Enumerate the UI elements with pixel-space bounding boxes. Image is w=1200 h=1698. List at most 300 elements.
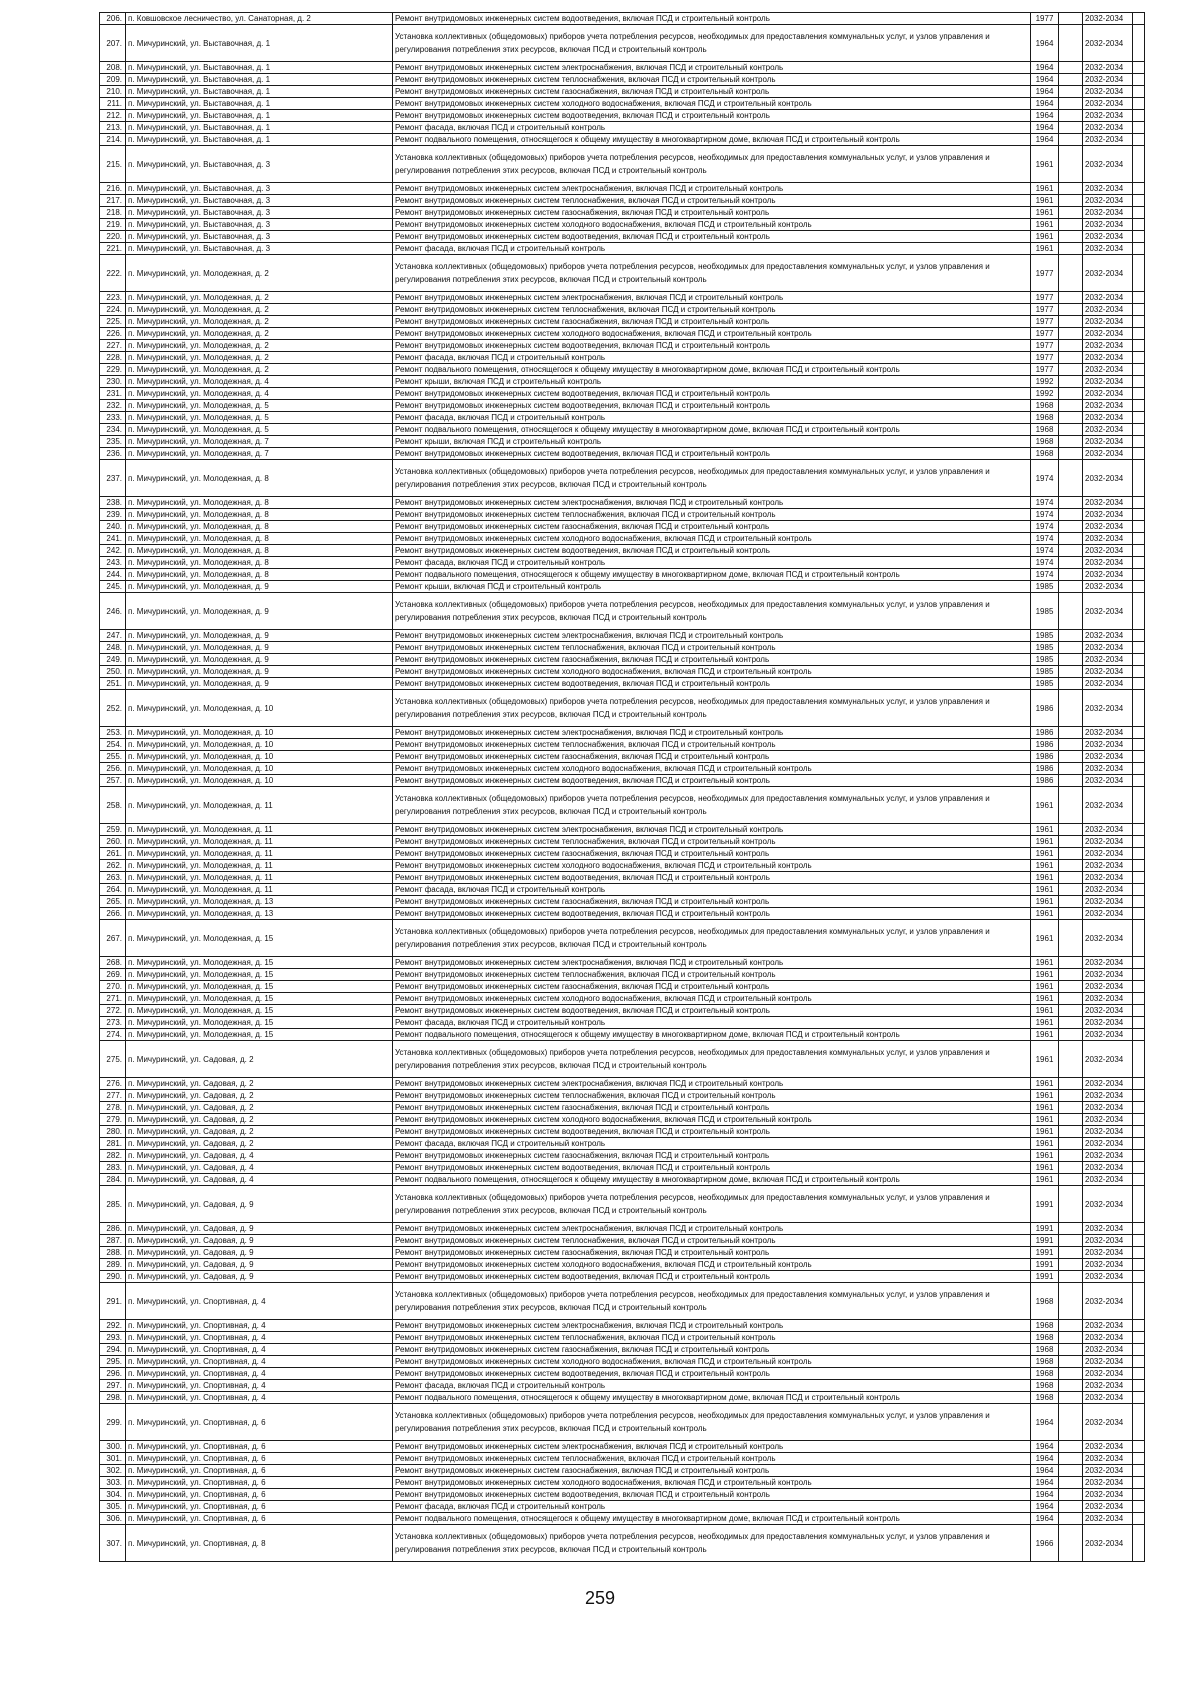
work-type-cell: Ремонт фасада, включая ПСД и строительный контроль: [393, 1017, 1031, 1029]
empty-cell: [1059, 1223, 1083, 1235]
empty-cell: [1059, 207, 1083, 219]
table-row: [100, 1392, 1145, 1404]
table-row: [100, 412, 1145, 424]
period-cell: 2032-2034: [1083, 509, 1133, 521]
period-cell: 2032-2034: [1083, 376, 1133, 388]
repair-schedule-table: [99, 12, 1145, 1562]
period-cell: 2032-2034: [1083, 1320, 1133, 1332]
period-cell: 2032-2034: [1083, 436, 1133, 448]
empty-cell: [1059, 110, 1083, 122]
address-cell: п. Мичуринский, ул. Молодежная, д. 9: [126, 666, 393, 678]
period-cell: 2032-2034: [1083, 1102, 1133, 1114]
row-number: 264.: [100, 884, 126, 896]
work-type-cell: Установка коллективных (общедомовых) приборов учета потребления ресурсов, необходимых для предоставления коммунальных услуг, и узлов управления и регулирования потребления этих ресурсов, включая ПСД и строительный контроль: [393, 460, 1031, 497]
empty-cell: [1059, 74, 1083, 86]
period-cell: 2032-2034: [1083, 872, 1133, 884]
period-cell: 2032-2034: [1083, 993, 1133, 1005]
empty-cell: [1133, 920, 1145, 957]
work-type-cell: Установка коллективных (общедомовых) приборов учета потребления ресурсов, необходимых для предоставления коммунальных услуг, и узлов управления и регулирования потребления этих ресурсов, включая ПСД и строительный контроль: [393, 25, 1031, 62]
row-number: 240.: [100, 521, 126, 533]
table-row: [100, 364, 1145, 376]
work-type-cell: Ремонт фасада, включая ПСД и строительный контроль: [393, 412, 1031, 424]
address-cell: п. Мичуринский, ул. Выставочная, д. 3: [126, 219, 393, 231]
table-row: [100, 690, 1145, 727]
address-cell: п. Мичуринский, ул. Молодежная, д. 11: [126, 872, 393, 884]
empty-cell: [1133, 630, 1145, 642]
address-cell: п. Мичуринский, ул. Выставочная, д. 1: [126, 86, 393, 98]
row-number: 273.: [100, 1017, 126, 1029]
build-year-cell: 1986: [1031, 775, 1059, 787]
row-number: 258.: [100, 787, 126, 824]
empty-cell: [1133, 775, 1145, 787]
period-cell: 2032-2034: [1083, 569, 1133, 581]
table-row: [100, 74, 1145, 86]
build-year-cell: 1961: [1031, 231, 1059, 243]
empty-cell: [1133, 388, 1145, 400]
empty-cell: [1133, 969, 1145, 981]
address-cell: п. Мичуринский, ул. Молодежная, д. 4: [126, 388, 393, 400]
table-row: [100, 787, 1145, 824]
row-number: 243.: [100, 557, 126, 569]
table-row: [100, 1186, 1145, 1223]
work-type-cell: Установка коллективных (общедомовых) приборов учета потребления ресурсов, необходимых для предоставления коммунальных услуг, и узлов управления и регулирования потребления этих ресурсов, включая ПСД и строительный контроль: [393, 255, 1031, 292]
build-year-cell: 1986: [1031, 739, 1059, 751]
table-row: [100, 1501, 1145, 1513]
build-year-cell: 1985: [1031, 630, 1059, 642]
address-cell: п. Мичуринский, ул. Садовая, д. 2: [126, 1126, 393, 1138]
address-cell: п. Мичуринский, ул. Молодежная, д. 10: [126, 727, 393, 739]
work-type-cell: Ремонт фасада, включая ПСД и строительный контроль: [393, 1138, 1031, 1150]
empty-cell: [1133, 400, 1145, 412]
empty-cell: [1059, 630, 1083, 642]
empty-cell: [1133, 545, 1145, 557]
empty-cell: [1133, 642, 1145, 654]
build-year-cell: 1964: [1031, 62, 1059, 74]
table-row: [100, 1271, 1145, 1283]
address-cell: п. Мичуринский, ул. Выставочная, д. 3: [126, 146, 393, 183]
row-number: 251.: [100, 678, 126, 690]
row-number: 274.: [100, 1029, 126, 1041]
period-cell: 2032-2034: [1083, 74, 1133, 86]
row-number: 304.: [100, 1489, 126, 1501]
table-row: [100, 207, 1145, 219]
build-year-cell: 1991: [1031, 1271, 1059, 1283]
empty-cell: [1059, 860, 1083, 872]
row-number: 242.: [100, 545, 126, 557]
empty-cell: [1059, 448, 1083, 460]
build-year-cell: 1974: [1031, 557, 1059, 569]
empty-cell: [1133, 848, 1145, 860]
work-type-cell: Ремонт внутридомовых инженерных систем теплоснабжения, включая ПСД и строительный контроль: [393, 642, 1031, 654]
row-number: 294.: [100, 1344, 126, 1356]
period-cell: 2032-2034: [1083, 1404, 1133, 1441]
address-cell: п. Мичуринский, ул. Садовая, д. 9: [126, 1271, 393, 1283]
build-year-cell: 1961: [1031, 920, 1059, 957]
row-number: 302.: [100, 1465, 126, 1477]
table-row: [100, 739, 1145, 751]
empty-cell: [1059, 1005, 1083, 1017]
table-row: [100, 195, 1145, 207]
table-row: [100, 1174, 1145, 1186]
build-year-cell: 1961: [1031, 1174, 1059, 1186]
address-cell: п. Мичуринский, ул. Садовая, д. 9: [126, 1259, 393, 1271]
row-number: 236.: [100, 448, 126, 460]
address-cell: п. Мичуринский, ул. Садовая, д. 2: [126, 1090, 393, 1102]
empty-cell: [1133, 1138, 1145, 1150]
build-year-cell: 1974: [1031, 533, 1059, 545]
address-cell: п. Мичуринский, ул. Садовая, д. 4: [126, 1162, 393, 1174]
row-number: 292.: [100, 1320, 126, 1332]
empty-cell: [1059, 1174, 1083, 1186]
build-year-cell: 1964: [1031, 1489, 1059, 1501]
table-row: [100, 1247, 1145, 1259]
empty-cell: [1133, 690, 1145, 727]
row-number: 259.: [100, 824, 126, 836]
empty-cell: [1059, 739, 1083, 751]
address-cell: п. Мичуринский, ул. Молодежная, д. 7: [126, 436, 393, 448]
build-year-cell: 1974: [1031, 569, 1059, 581]
empty-cell: [1133, 316, 1145, 328]
empty-cell: [1059, 25, 1083, 62]
empty-cell: [1133, 557, 1145, 569]
address-cell: п. Мичуринский, ул. Молодежная, д. 8: [126, 569, 393, 581]
build-year-cell: 1961: [1031, 1029, 1059, 1041]
table-row: [100, 775, 1145, 787]
table-row: [100, 388, 1145, 400]
address-cell: п. Мичуринский, ул. Молодежная, д. 5: [126, 400, 393, 412]
period-cell: 2032-2034: [1083, 1501, 1133, 1513]
address-cell: п. Мичуринский, ул. Молодежная, д. 15: [126, 981, 393, 993]
period-cell: 2032-2034: [1083, 1005, 1133, 1017]
empty-cell: [1059, 364, 1083, 376]
empty-cell: [1059, 424, 1083, 436]
empty-cell: [1133, 957, 1145, 969]
period-cell: 2032-2034: [1083, 1235, 1133, 1247]
build-year-cell: 1961: [1031, 969, 1059, 981]
build-year-cell: 1961: [1031, 1078, 1059, 1090]
period-cell: 2032-2034: [1083, 593, 1133, 630]
table-row: [100, 1078, 1145, 1090]
row-number: 275.: [100, 1041, 126, 1078]
build-year-cell: 1961: [1031, 836, 1059, 848]
period-cell: 2032-2034: [1083, 1150, 1133, 1162]
build-year-cell: 1985: [1031, 642, 1059, 654]
empty-cell: [1059, 642, 1083, 654]
address-cell: п. Мичуринский, ул. Спортивная, д. 4: [126, 1380, 393, 1392]
address-cell: п. Мичуринский, ул. Спортивная, д. 6: [126, 1501, 393, 1513]
empty-cell: [1059, 920, 1083, 957]
row-number: 233.: [100, 412, 126, 424]
period-cell: 2032-2034: [1083, 146, 1133, 183]
row-number: 296.: [100, 1368, 126, 1380]
empty-cell: [1059, 304, 1083, 316]
work-type-cell: Ремонт внутридомовых инженерных систем водоотведения, включая ПСД и строительный контроль: [393, 231, 1031, 243]
row-number: 281.: [100, 1138, 126, 1150]
period-cell: 2032-2034: [1083, 122, 1133, 134]
row-number: 248.: [100, 642, 126, 654]
row-number: 209.: [100, 74, 126, 86]
address-cell: п. Мичуринский, ул. Молодежная, д. 11: [126, 824, 393, 836]
row-number: 285.: [100, 1186, 126, 1223]
work-type-cell: Ремонт крыши, включая ПСД и строительный контроль: [393, 581, 1031, 593]
row-number: 212.: [100, 110, 126, 122]
empty-cell: [1059, 981, 1083, 993]
build-year-cell: 1964: [1031, 1404, 1059, 1441]
build-year-cell: 1966: [1031, 1525, 1059, 1562]
row-number: 250.: [100, 666, 126, 678]
table-row: [100, 25, 1145, 62]
empty-cell: [1133, 424, 1145, 436]
table-row: [100, 376, 1145, 388]
build-year-cell: 1961: [1031, 872, 1059, 884]
empty-cell: [1133, 1174, 1145, 1186]
address-cell: п. Мичуринский, ул. Молодежная, д. 10: [126, 739, 393, 751]
work-type-cell: Ремонт внутридомовых инженерных систем газоснабжения, включая ПСД и строительный контроль: [393, 896, 1031, 908]
empty-cell: [1133, 1247, 1145, 1259]
row-number: 263.: [100, 872, 126, 884]
address-cell: п. Мичуринский, ул. Молодежная, д. 15: [126, 1005, 393, 1017]
work-type-cell: Ремонт внутридомовых инженерных систем водоотведения, включая ПСД и строительный контроль: [393, 872, 1031, 884]
row-number: 305.: [100, 1501, 126, 1513]
build-year-cell: 1961: [1031, 896, 1059, 908]
empty-cell: [1059, 1465, 1083, 1477]
build-year-cell: 1968: [1031, 448, 1059, 460]
build-year-cell: 1968: [1031, 1392, 1059, 1404]
empty-cell: [1133, 364, 1145, 376]
build-year-cell: 1992: [1031, 376, 1059, 388]
row-number: 277.: [100, 1090, 126, 1102]
empty-cell: [1059, 896, 1083, 908]
build-year-cell: 1968: [1031, 1368, 1059, 1380]
work-type-cell: Установка коллективных (общедомовых) приборов учета потребления ресурсов, необходимых для предоставления коммунальных услуг, и узлов управления и регулирования потребления этих ресурсов, включая ПСД и строительный контроль: [393, 690, 1031, 727]
table-row: [100, 969, 1145, 981]
build-year-cell: 1964: [1031, 86, 1059, 98]
period-cell: 2032-2034: [1083, 231, 1133, 243]
empty-cell: [1059, 1247, 1083, 1259]
empty-cell: [1059, 1041, 1083, 1078]
empty-cell: [1133, 1453, 1145, 1465]
period-cell: 2032-2034: [1083, 25, 1133, 62]
work-type-cell: Ремонт крыши, включая ПСД и строительный контроль: [393, 436, 1031, 448]
empty-cell: [1059, 751, 1083, 763]
empty-cell: [1059, 412, 1083, 424]
build-year-cell: 1974: [1031, 460, 1059, 497]
work-type-cell: Ремонт внутридомовых инженерных систем теплоснабжения, включая ПСД и строительный контроль: [393, 1235, 1031, 1247]
empty-cell: [1133, 1223, 1145, 1235]
table-row: [100, 1005, 1145, 1017]
row-number: 307.: [100, 1525, 126, 1562]
empty-cell: [1133, 231, 1145, 243]
work-type-cell: Ремонт внутридомовых инженерных систем газоснабжения, включая ПСД и строительный контроль: [393, 848, 1031, 860]
row-number: 298.: [100, 1392, 126, 1404]
table-row: [100, 860, 1145, 872]
build-year-cell: 1977: [1031, 328, 1059, 340]
table-row: [100, 352, 1145, 364]
address-cell: п. Мичуринский, ул. Выставочная, д. 1: [126, 62, 393, 74]
period-cell: 2032-2034: [1083, 848, 1133, 860]
empty-cell: [1059, 13, 1083, 25]
address-cell: п. Мичуринский, ул. Молодежная, д. 11: [126, 860, 393, 872]
period-cell: 2032-2034: [1083, 1259, 1133, 1271]
table-row: [100, 1453, 1145, 1465]
build-year-cell: 1961: [1031, 884, 1059, 896]
empty-cell: [1133, 195, 1145, 207]
period-cell: 2032-2034: [1083, 98, 1133, 110]
work-type-cell: Ремонт внутридомовых инженерных систем холодного водоснабжения, включая ПСД и строительный контроль: [393, 98, 1031, 110]
row-number: 266.: [100, 908, 126, 920]
table-row: [100, 1344, 1145, 1356]
address-cell: п. Мичуринский, ул. Молодежная, д. 11: [126, 787, 393, 824]
empty-cell: [1059, 1356, 1083, 1368]
period-cell: 2032-2034: [1083, 183, 1133, 195]
work-type-cell: Ремонт фасада, включая ПСД и строительный контроль: [393, 243, 1031, 255]
build-year-cell: 1961: [1031, 243, 1059, 255]
work-type-cell: Ремонт внутридомовых инженерных систем водоотведения, включая ПСД и строительный контроль: [393, 1368, 1031, 1380]
table-row: [100, 1441, 1145, 1453]
work-type-cell: Ремонт внутридомовых инженерных систем газоснабжения, включая ПСД и строительный контроль: [393, 207, 1031, 219]
address-cell: п. Мичуринский, ул. Спортивная, д. 4: [126, 1332, 393, 1344]
empty-cell: [1059, 1320, 1083, 1332]
table-row: [100, 763, 1145, 775]
empty-cell: [1059, 352, 1083, 364]
work-type-cell: Ремонт внутридомовых инженерных систем электроснабжения, включая ПСД и строительный контроль: [393, 1223, 1031, 1235]
empty-cell: [1133, 497, 1145, 509]
row-number: 231.: [100, 388, 126, 400]
work-type-cell: Ремонт внутридомовых инженерных систем водоотведения, включая ПСД и строительный контроль: [393, 1489, 1031, 1501]
empty-cell: [1133, 292, 1145, 304]
work-type-cell: Ремонт внутридомовых инженерных систем водоотведения, включая ПСД и строительный контроль: [393, 1126, 1031, 1138]
address-cell: п. Мичуринский, ул. Садовая, д. 2: [126, 1114, 393, 1126]
empty-cell: [1059, 581, 1083, 593]
period-cell: 2032-2034: [1083, 207, 1133, 219]
row-number: 214.: [100, 134, 126, 146]
build-year-cell: 1977: [1031, 352, 1059, 364]
table-row: [100, 581, 1145, 593]
work-type-cell: Ремонт внутридомовых инженерных систем холодного водоснабжения, включая ПСД и строительный контроль: [393, 533, 1031, 545]
work-type-cell: Ремонт внутридомовых инженерных систем газоснабжения, включая ПСД и строительный контроль: [393, 654, 1031, 666]
address-cell: п. Мичуринский, ул. Спортивная, д. 6: [126, 1465, 393, 1477]
address-cell: п. Мичуринский, ул. Спортивная, д. 6: [126, 1489, 393, 1501]
row-number: 206.: [100, 13, 126, 25]
address-cell: п. Мичуринский, ул. Молодежная, д. 11: [126, 884, 393, 896]
build-year-cell: 1964: [1031, 122, 1059, 134]
work-type-cell: Ремонт подвального помещения, относящегося к общему имуществу в многоквартирном доме, включая ПСД и строительный контроль: [393, 1392, 1031, 1404]
address-cell: п. Мичуринский, ул. Спортивная, д. 4: [126, 1368, 393, 1380]
empty-cell: [1059, 195, 1083, 207]
build-year-cell: 1977: [1031, 304, 1059, 316]
work-type-cell: Ремонт внутридомовых инженерных систем газоснабжения, включая ПСД и строительный контроль: [393, 1150, 1031, 1162]
table-row: [100, 1114, 1145, 1126]
row-number: 306.: [100, 1513, 126, 1525]
empty-cell: [1059, 231, 1083, 243]
address-cell: п. Мичуринский, ул. Садовая, д. 4: [126, 1150, 393, 1162]
empty-cell: [1133, 110, 1145, 122]
empty-cell: [1059, 1078, 1083, 1090]
empty-cell: [1133, 836, 1145, 848]
row-number: 284.: [100, 1174, 126, 1186]
row-number: 255.: [100, 751, 126, 763]
address-cell: п. Мичуринский, ул. Молодежная, д. 15: [126, 1029, 393, 1041]
table-row: [100, 557, 1145, 569]
empty-cell: [1133, 1005, 1145, 1017]
table-row: [100, 1041, 1145, 1078]
address-cell: п. Мичуринский, ул. Садовая, д. 2: [126, 1138, 393, 1150]
period-cell: 2032-2034: [1083, 412, 1133, 424]
empty-cell: [1059, 836, 1083, 848]
table-row: [100, 328, 1145, 340]
work-type-cell: Ремонт внутридомовых инженерных систем водоотведения, включая ПСД и строительный контроль: [393, 775, 1031, 787]
empty-cell: [1133, 787, 1145, 824]
empty-cell: [1059, 1186, 1083, 1223]
empty-cell: [1059, 993, 1083, 1005]
table-row: [100, 642, 1145, 654]
empty-cell: [1133, 533, 1145, 545]
row-number: 213.: [100, 122, 126, 134]
period-cell: 2032-2034: [1083, 1078, 1133, 1090]
empty-cell: [1133, 1017, 1145, 1029]
empty-cell: [1133, 243, 1145, 255]
row-number: 221.: [100, 243, 126, 255]
table-row: [100, 448, 1145, 460]
build-year-cell: 1961: [1031, 1138, 1059, 1150]
period-cell: 2032-2034: [1083, 352, 1133, 364]
empty-cell: [1059, 593, 1083, 630]
build-year-cell: 1986: [1031, 751, 1059, 763]
address-cell: п. Мичуринский, ул. Спортивная, д. 4: [126, 1283, 393, 1320]
build-year-cell: 1961: [1031, 1102, 1059, 1114]
build-year-cell: 1961: [1031, 1150, 1059, 1162]
build-year-cell: 1961: [1031, 1114, 1059, 1126]
build-year-cell: 1968: [1031, 1380, 1059, 1392]
build-year-cell: 1961: [1031, 824, 1059, 836]
row-number: 244.: [100, 569, 126, 581]
period-cell: 2032-2034: [1083, 1356, 1133, 1368]
row-number: 299.: [100, 1404, 126, 1441]
empty-cell: [1133, 1368, 1145, 1380]
work-type-cell: Ремонт внутридомовых инженерных систем холодного водоснабжения, включая ПСД и строительный контроль: [393, 860, 1031, 872]
empty-cell: [1133, 146, 1145, 183]
work-type-cell: Ремонт внутридомовых инженерных систем теплоснабжения, включая ПСД и строительный контроль: [393, 195, 1031, 207]
row-number: 288.: [100, 1247, 126, 1259]
work-type-cell: Ремонт внутридомовых инженерных систем теплоснабжения, включая ПСД и строительный контроль: [393, 509, 1031, 521]
address-cell: п. Мичуринский, ул. Садовая, д. 9: [126, 1247, 393, 1259]
row-number: 261.: [100, 848, 126, 860]
table-row: [100, 1029, 1145, 1041]
row-number: 207.: [100, 25, 126, 62]
empty-cell: [1059, 292, 1083, 304]
empty-cell: [1133, 1404, 1145, 1441]
empty-cell: [1133, 872, 1145, 884]
work-type-cell: Ремонт внутридомовых инженерных систем электроснабжения, включая ПСД и строительный контроль: [393, 1320, 1031, 1332]
empty-cell: [1059, 884, 1083, 896]
empty-cell: [1133, 1501, 1145, 1513]
table-row: [100, 727, 1145, 739]
address-cell: п. Мичуринский, ул. Молодежная, д. 9: [126, 654, 393, 666]
build-year-cell: 1961: [1031, 1005, 1059, 1017]
address-cell: п. Мичуринский, ул. Садовая, д. 4: [126, 1174, 393, 1186]
build-year-cell: 1968: [1031, 436, 1059, 448]
empty-cell: [1133, 13, 1145, 25]
period-cell: 2032-2034: [1083, 1513, 1133, 1525]
build-year-cell: 1977: [1031, 255, 1059, 292]
empty-cell: [1059, 1283, 1083, 1320]
table-body: [100, 13, 1145, 1562]
work-type-cell: Ремонт подвального помещения, относящегося к общему имуществу в многоквартирном доме, включая ПСД и строительный контроль: [393, 134, 1031, 146]
table-row: [100, 146, 1145, 183]
empty-cell: [1059, 146, 1083, 183]
address-cell: п. Мичуринский, ул. Спортивная, д. 6: [126, 1404, 393, 1441]
row-number: 293.: [100, 1332, 126, 1344]
